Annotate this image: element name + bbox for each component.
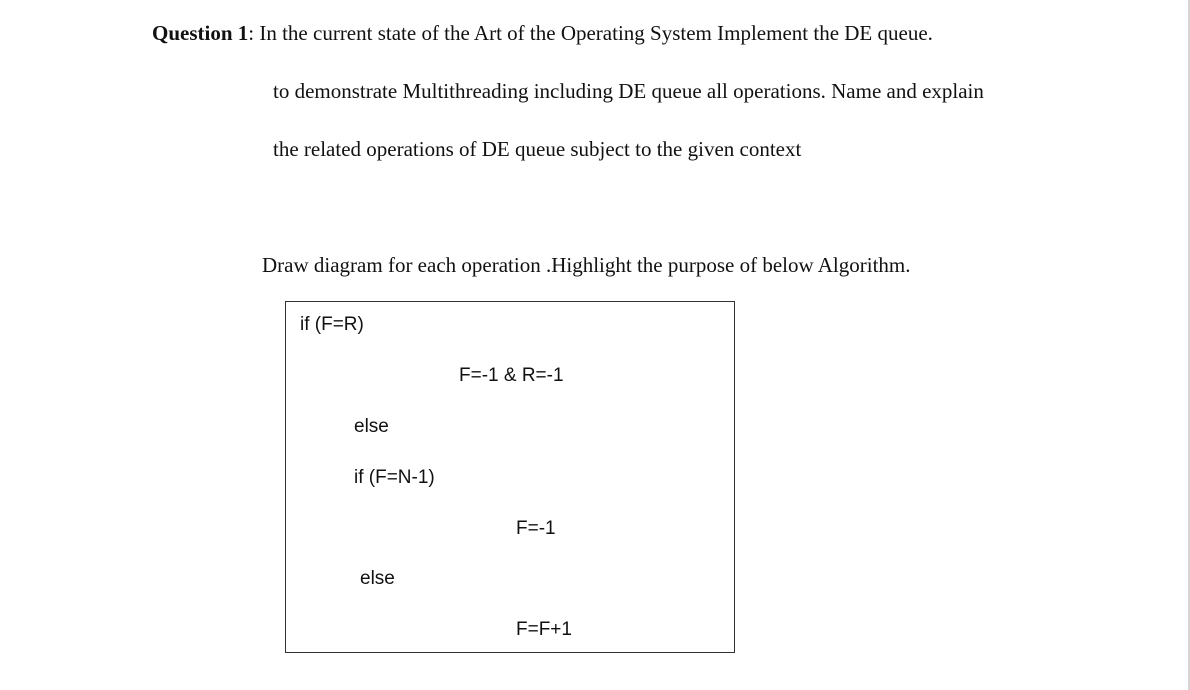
instruction-text: Draw diagram for each operation .Highlight the purpose of below Algorithm. [262,253,911,277]
algorithm-line: if (F=N-1) [354,467,435,488]
algorithm-line: else [360,568,395,589]
question-line-3: the related operations of DE queue subject to the given context [273,137,802,161]
algorithm-line: F=-1 [516,518,556,539]
question-label: Question 1 [152,21,249,45]
algorithm-line: F=F+1 [516,619,572,640]
algorithm-line: F=-1 & R=-1 [459,365,564,386]
algorithm-line: else [354,416,389,437]
algorithm-box [285,301,735,653]
algorithm-line: if (F=R) [300,314,364,335]
question-line-2: to demonstrate Multithreading including DE queue all operations. Name and explain [273,79,984,103]
question-line-1 [152,23,933,44]
question-line-1-text: : In the current state of the Art of the Operating System Implement the DE queue. [248,21,933,45]
